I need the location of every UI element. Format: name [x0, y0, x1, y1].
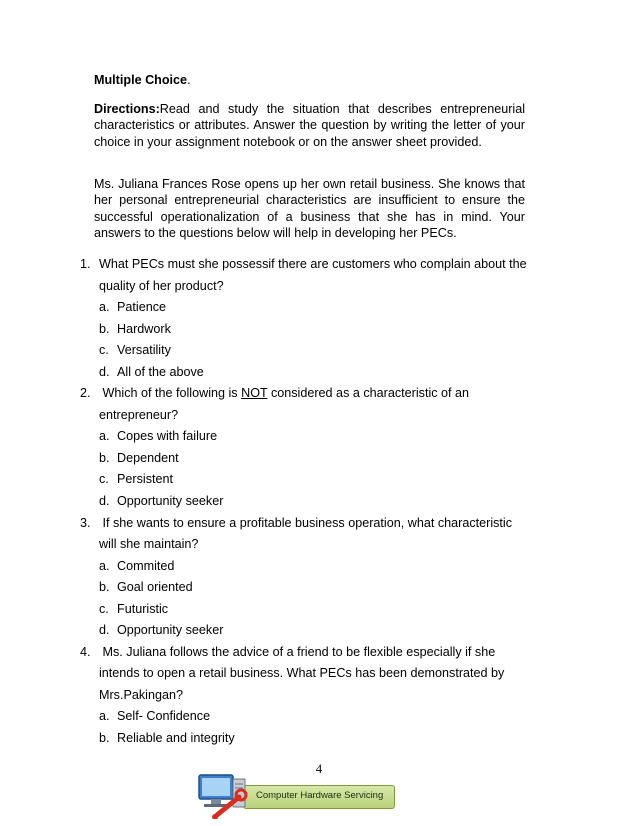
- option-text: Dependent: [117, 451, 179, 465]
- question-number: 4.: [80, 645, 91, 659]
- option-letter: a.: [99, 559, 110, 573]
- option-text: Commited: [117, 559, 175, 573]
- question-text: If she wants to ensure a profitable business operation, what characteristic: [99, 516, 513, 530]
- option-letter: d.: [99, 623, 110, 637]
- option-text: Hardwork: [117, 322, 171, 336]
- option-text: Reliable and integrity: [117, 731, 235, 745]
- question-text: [99, 385, 469, 401]
- footer-banner: [195, 773, 397, 819]
- footer-label: Computer Hardware Servicing: [256, 790, 384, 801]
- question-text: entrepreneur?: [99, 408, 179, 422]
- question-text: quality of her product?: [99, 279, 224, 293]
- option-text: Goal oriented: [117, 580, 193, 594]
- option-letter: b.: [99, 322, 110, 336]
- question-number: 2.: [80, 386, 91, 400]
- option-text: All of the above: [117, 365, 204, 379]
- question-text: will she maintain?: [99, 537, 199, 551]
- option-text: Futuristic: [117, 602, 169, 616]
- question-text-part: considered as a characteristic of an: [267, 386, 470, 400]
- question-text: Ms. Juliana follows the advice of a friend to be flexible especially if she: [99, 645, 496, 659]
- option-letter: b.: [99, 731, 110, 745]
- question-text-part: Which of the following is: [99, 386, 242, 400]
- section-title-text: Multiple Choice: [94, 73, 188, 87]
- option-letter: a.: [99, 300, 110, 314]
- question-number: 1.: [80, 257, 91, 271]
- question-text: What PECs must she possessif there are customers who complain about the: [99, 257, 527, 271]
- option-letter: c.: [99, 343, 109, 357]
- option-text: Patience: [117, 300, 167, 314]
- underlined-not: NOT: [241, 386, 268, 400]
- option-letter: a.: [99, 429, 110, 443]
- option-text: Self- Confidence: [117, 709, 211, 723]
- option-text: Versatility: [117, 343, 171, 357]
- question-text: Mrs.Pakingan?: [99, 688, 183, 702]
- option-letter: a.: [99, 709, 110, 723]
- option-letter: b.: [99, 580, 110, 594]
- page-number: 4: [315, 762, 323, 776]
- situation-paragraph: Ms. Juliana Frances Rose opens up her own retail business. She knows that her personal entrepreneurial characteristics are insufficient to ensure the successful operationalization of a business that she has in mind. Your answers to the questions below will help in developing her PECs.: [94, 177, 525, 240]
- footer-label-box: [243, 785, 395, 809]
- directions-paragraph: [94, 101, 525, 150]
- option-text: Copes with failure: [117, 429, 218, 443]
- option-letter: d.: [99, 494, 110, 508]
- section-title: [94, 72, 525, 88]
- option-text: Opportunity seeker: [117, 623, 224, 637]
- option-text: Persistent: [117, 472, 173, 486]
- question-number: 3.: [80, 516, 91, 530]
- option-letter: c.: [99, 602, 109, 616]
- section-title-period: .: [187, 73, 191, 87]
- computer-wrench-icon: [195, 773, 255, 819]
- question-text: intends to open a retail business. What PECs has been demonstrated by: [99, 666, 505, 680]
- option-letter: c.: [99, 472, 109, 486]
- directions-text: Read and study the situation that describes entrepreneurial characteristics or attributes. Answer the question by writing the letter of your choice in your assignment notebook or on the answer sheet provided.: [94, 102, 525, 149]
- option-letter: d.: [99, 365, 110, 379]
- option-text: Opportunity seeker: [117, 494, 224, 508]
- option-letter: b.: [99, 451, 110, 465]
- directions-label: Directions:: [94, 102, 160, 116]
